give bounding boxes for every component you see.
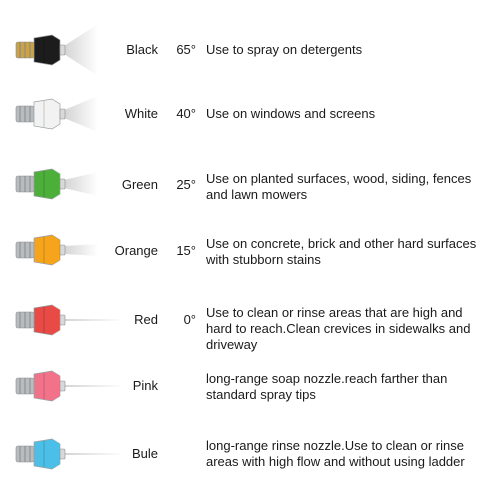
usage-description: long-range rinse nozzle.Use to clean or rinse areas with high flow and without using ladder [206,438,465,469]
usage-description: Use on windows and screens [206,106,376,121]
spray-fan-icon [64,244,98,256]
nozzle-tip [60,381,65,391]
color-label: Bule [131,446,158,461]
nozzle-tip [60,449,65,459]
color-label: White [124,106,158,121]
spray-angle: 40° [176,106,196,121]
nozzle-row-orange [0,220,500,280]
nozzle-body [34,235,60,265]
color-label: Black [126,42,158,57]
nozzle-row-pink [0,356,500,416]
spray-fan-icon [64,96,98,132]
usage-description: Use on planted surfaces, wood, siding, fences and lawn mowers [206,171,472,202]
nozzle-row-white [0,84,500,144]
usage-description: Use to clean or rinse areas that are high and hard to reach.Clean crevices in sidewalks and driveway [206,305,471,352]
nozzle-body [34,35,60,65]
usage-description: Use to spray on detergents [206,42,363,57]
spray-angle: 15° [176,243,196,258]
nozzle-body [34,169,60,199]
nozzle-row-blue [0,424,500,484]
nozzle-tip [60,179,65,189]
usage-description: long-range soap nozzle.reach farther than standard spray tips [206,371,448,402]
spray-fan-icon [64,24,98,76]
spray-angle: 0° [183,312,196,327]
color-label: Orange [114,243,158,258]
color-label: Red [134,312,158,327]
nozzle-tip [60,109,65,119]
spray-fan-icon [64,172,98,196]
spray-angle: 65° [176,42,196,57]
nozzle-tip [60,315,65,325]
nozzle-body [34,305,60,335]
spray-angle: 25° [176,177,196,192]
nozzle-row-black [0,20,500,80]
nozzle-body [34,99,60,129]
nozzle-body [34,439,60,469]
nozzle-row-green [0,154,500,214]
nozzle-tip [60,245,65,255]
nozzle-tip [60,45,65,55]
color-label: Pink [132,378,158,393]
color-label: Green [121,177,158,192]
nozzle-row-red [0,290,500,350]
nozzle-body [34,371,60,401]
usage-description: Use on concrete, brick and other hard surfaces with stubborn stains [206,236,477,267]
